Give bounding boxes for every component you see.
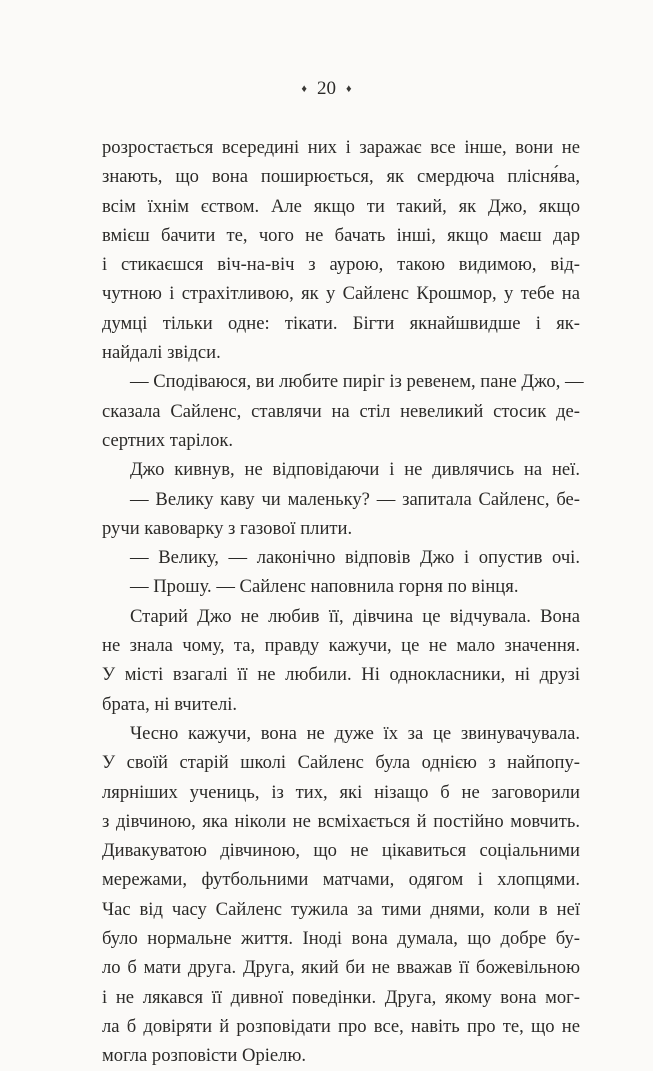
page-header	[0, 78, 653, 100]
text-line: всім їхнім єством. Але якщо ти такий, як Джо, якщо	[102, 195, 580, 217]
text-line: мережами, футбольними матчами, одягом і хлопцями.	[102, 869, 580, 891]
text-line: не знала чому, та, правду кажучи, це не мало значення.	[102, 635, 580, 657]
text-line: — Велику, — лаконічно відповів Джо і опустив очі.	[130, 547, 580, 569]
text-line: чутною і страхітливою, як у Сайленс Крошмор, у тебе на	[102, 283, 580, 305]
text-line: Дивакуватою дівчиною, що не цікавиться соціальними	[102, 840, 580, 862]
text-line: лярніших учениць, із тих, які нізащо б не заговорили	[102, 781, 580, 803]
text-line: Джо кивнув, не відповідаючи і не дивлячись на неї.	[130, 459, 580, 481]
text-line: ручи кавоварку з газової плити.	[102, 517, 353, 539]
text-line: і стикаєшся віч-на-віч з аурою, такою видимою, від-	[102, 254, 580, 276]
text-line: — Сподіваюся, ви любите пиріг із ревенем, пане Джо, —	[130, 371, 584, 393]
body-text	[102, 133, 584, 1071]
text-line: Чесно кажучи, вона не дуже їх за це звинувачувала.	[130, 722, 580, 744]
text-line: було нормальне життя. Іноді вона думала, що добре бу-	[102, 928, 580, 950]
right-diamond-ornament: ♦	[346, 83, 352, 95]
text-line: У місті взагалі її не любили. Ні однокласники, ні друзі	[102, 664, 580, 686]
text-line: ла б довіряти й розповідати про все, навіть про те, що не	[102, 1015, 580, 1037]
text-line: найдалі звідси.	[102, 342, 221, 364]
text-line: знають, що вона поширюється, як смердюча плісня́ва,	[102, 166, 580, 188]
text-line: Старий Джо не любив її, дівчина це відчувала. Вона	[130, 605, 580, 627]
text-line: — Велику каву чи маленьку? — запитала Сайленс, бе-	[130, 488, 580, 510]
text-line: з дівчиною, яка ніколи не всміхається й постійно мовчить.	[102, 810, 580, 832]
text-line: сказала Сайленс, ставлячи на стіл невеликий стосик де-	[102, 400, 580, 422]
text-line: Час від часу Сайленс тужила за тими днями, коли в неї	[102, 898, 580, 920]
text-line: У своїй старій школі Сайленс була однією з найпопу-	[102, 752, 580, 774]
text-line: могла розповісти Оріелю.	[102, 1045, 306, 1067]
text-line: розростається всередині них і заражає все інше, вони не	[102, 137, 580, 158]
text-line: і не лякався її дивної поведінки. Друга, якому вона мог-	[102, 986, 580, 1008]
text-line: сертних тарілок.	[102, 429, 234, 451]
text-line: — Прошу. — Сайленс наповнила горня по вінця.	[130, 576, 519, 598]
text-line: брата, ні вчителі.	[102, 693, 238, 715]
text-line: ло б мати друга. Друга, який би не вважав її божевільною	[102, 957, 580, 979]
left-diamond-ornament: ♦	[301, 83, 307, 95]
text-line: вмієш бачити те, чого не бачать інші, якщо маєш дар	[102, 224, 580, 246]
page-number: 20	[317, 78, 336, 99]
text-line: думці тільки одне: тікати. Бігти якнайшвидше і як-	[102, 312, 580, 334]
